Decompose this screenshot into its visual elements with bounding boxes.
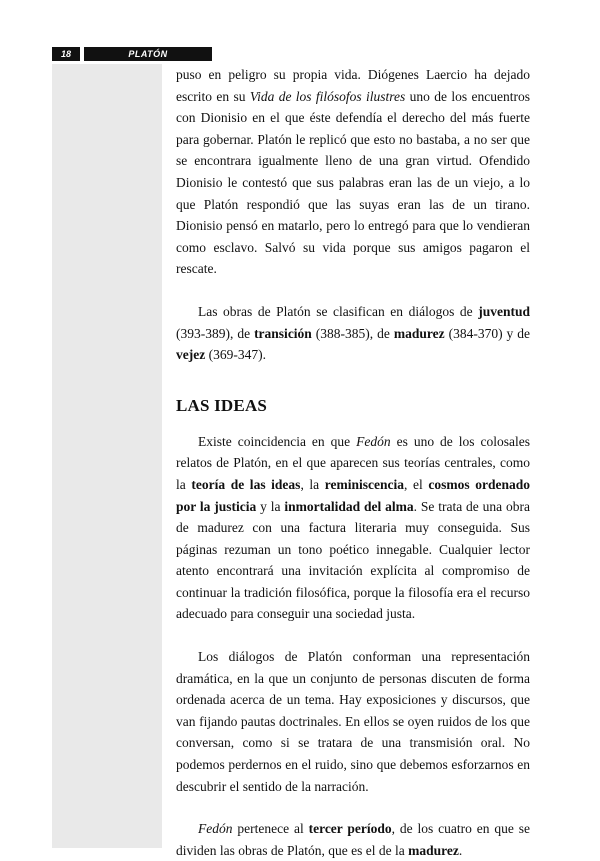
paragraph-1: puso en peligro su propia vida. Diógenes Laercio ha dejado escrito en su Vida de los filósofos ilustres uno de los encuentros con Dionisio en el que éste defendía el derecho del más fuerte para gobernar. Platón le replicó que esto no bastaba, a no ser que se encontrara igualmente lleno de una gran virtud. Ofendido Dionisio le contestó que sus palabras eran las de un viejo, a lo que Platón respondió que las suyas eran las de un tirano. Dionisio pensó en matarlo, pero lo entregó para que lo vendieran como esclavo. Salvó su vida porque sus amigos pagaron el rescate. — [176, 67, 530, 277]
section-heading: LAS IDEAS — [176, 395, 268, 415]
paragraph-5: Fedón pertenece al tercer período, de los cuatro en que se dividen las obras de Platón, que es el de la madurez. — [176, 821, 530, 858]
running-head: PLATÓN — [84, 47, 212, 61]
body-text — [176, 64, 530, 861]
paragraph-4: Los diálogos de Platón conforman una representación dramática, en la que un conjunto de personas discuten de forma ordenada acerca de un tema. Hay exposiciones y discursos, que van fijando pautas doctrinales. En ellos se oyen ruidos de los que conversan, como si se tratara de una transmisión oral. No podemos perdernos en el ruido, sino que debemos esforzarnos en descubrir el sentido de la narración. — [176, 649, 530, 794]
margin-band — [52, 64, 162, 848]
paragraph-3: Existe coincidencia en que Fedón es uno de los colosales relatos de Platón, en el que aparecen sus teorías centrales, como la teoría de las ideas, la reminiscencia, el cosmos ordenado por la justicia y la inmortalidad del alma. Se trata de una obra de madurez con una factura literaria muy conseguida. Sus páginas rezuman un tono poético innegable. Cualquier lector atento encontrará una invitación explícita al compromiso de continuar la tradición filosófica, porque la filosofía era el recurso adecuado para conseguir una sociedad justa. — [176, 433, 531, 622]
paragraph-2: Las obras de Platón se clasifican en diálogos de juventud (393-389), de transición (388-385), de madurez (384-370) y de vejez (369-347). — [176, 303, 531, 363]
page-number: 18 — [52, 47, 80, 61]
